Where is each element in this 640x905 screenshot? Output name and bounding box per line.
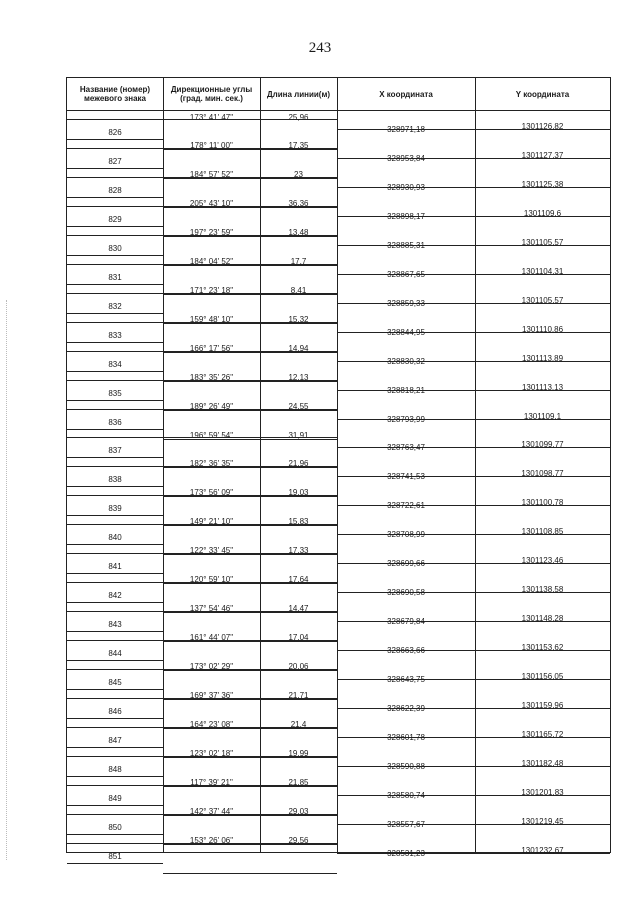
y-coordinate: 1301123,46 [521,556,564,566]
y-coordinate: 1301126,82 [521,122,564,131]
row-divider [163,786,337,787]
row-divider [67,351,163,352]
row-divider [67,206,163,207]
coordinates-table [66,77,611,861]
row-divider [67,582,163,583]
y-coordinate: 1301113,89 [521,353,564,363]
row-divider [163,322,337,323]
row-divider [163,785,337,786]
row-divider [163,873,337,874]
y-coordinate: 1301109,1 [523,411,562,421]
mark-number: 836 [108,417,122,427]
line-length: 17,7 [290,256,307,266]
row-divider [67,457,163,458]
mark-number: 841 [108,562,122,572]
y-coordinate: 1301148,28 [521,614,564,624]
mark-number: 833 [108,330,122,340]
row-divider [67,553,163,554]
mark-number: 831 [108,272,122,282]
y-coordinate: 1301110,86 [521,324,564,334]
x-coordinate: 328690,58 [387,588,425,598]
row-divider [163,640,337,641]
row-divider [67,814,163,815]
row-divider [163,323,337,324]
direction-angle: 205° 43' 10" [189,198,234,208]
direction-angle: 169° 37' 36" [189,691,234,701]
direction-angle: 161° 44' 07" [189,633,234,643]
line-length: 17,35 [288,141,309,150]
row-divider [67,524,163,525]
row-divider [67,197,163,198]
line-length: 21,4 [290,720,307,729]
direction-angle: 120° 59' 10" [189,575,234,585]
row-divider [163,381,337,382]
mark-number: 835 [108,388,122,398]
row-divider [163,409,337,410]
line-length: 29,03 [288,806,309,816]
y-coordinate: 1301099,77 [521,440,564,450]
mark-number: 849 [108,793,122,803]
mark-number: 840 [108,533,122,543]
y-coordinate: 1301165,72 [521,729,564,739]
header-y: Y координата [515,89,570,99]
mark-number: 850 [108,822,122,832]
row-divider [163,439,337,440]
row-divider [67,371,163,372]
direction-angle: 189° 26' 49" [189,401,234,411]
line-length: 21,85 [288,777,309,787]
row-divider [163,844,337,845]
y-coordinate: 1301156,05 [521,672,564,682]
header-angle: Дирекционные углы (град. мин. сек.) [170,85,253,103]
direction-angle: 171° 23' 18" [189,285,234,295]
row-divider [163,177,337,178]
mark-number: 847 [108,735,122,745]
row-divider [67,409,163,410]
x-coordinate: 328741,53 [387,472,425,482]
row-divider [67,466,163,467]
direction-angle: 184° 04' 52" [189,256,234,266]
row-divider [163,814,337,815]
row-divider [163,148,337,149]
line-length: 15,83 [288,517,309,527]
row-divider [163,410,337,411]
x-coordinate: 328557,67 [387,819,425,829]
row-divider [163,293,337,294]
row-divider [163,149,337,150]
row-divider [67,322,163,323]
row-divider [67,264,163,265]
x-coordinate: 328971,18 [387,125,425,134]
direction-angle: 197° 23' 59" [189,227,234,237]
row-divider [67,284,163,285]
y-coordinate: 1301109,6 [523,208,562,218]
row-divider [163,583,337,584]
line-length: 20,06 [288,662,309,672]
mark-number: 851 [108,851,122,861]
page-number: 243 [308,40,332,56]
x-coordinate: 328722,61 [387,501,425,511]
direction-angle: 117° 39' 21" [190,777,233,787]
mark-number: 843 [108,620,122,630]
row-divider [163,178,337,179]
x-coordinate: 328793,99 [387,414,425,424]
direction-angle: 184° 57' 52" [189,169,234,179]
y-coordinate: 1301108,85 [521,527,564,537]
row-divider [67,718,163,719]
mark-number: 842 [108,591,122,601]
line-length: 19,99 [288,748,309,758]
header-x: X координата [379,89,433,99]
line-length: 24,55 [288,401,309,411]
row-divider [67,756,163,757]
row-divider [163,670,337,671]
line-length: 31,91 [288,430,309,440]
y-coordinate: 1301138,58 [521,585,564,595]
row-divider [163,641,337,642]
mark-number: 845 [108,678,122,688]
row-divider [163,727,337,728]
mark-number: 834 [108,359,122,369]
direction-angle: 166° 17' 56" [189,343,234,353]
line-length: 36,36 [288,198,309,208]
y-coordinate: 1301113,13 [521,382,564,392]
row-divider [163,669,337,670]
line-length: 19,03 [288,488,309,498]
row-divider [67,689,163,690]
row-divider [67,226,163,227]
row-divider [163,380,337,381]
y-coordinate: 1301104,31 [521,266,564,276]
mark-number: 846 [108,707,122,716]
row-divider [67,669,163,670]
row-divider [67,631,163,632]
direction-angle: 178° 11' 00" [190,141,233,150]
mark-number: 830 [108,243,122,253]
line-length: 14,47 [288,604,309,614]
row-divider [163,496,337,497]
row-divider [163,264,337,265]
y-coordinate: 1301219,45 [521,816,564,826]
x-coordinate: 328830,32 [387,356,425,366]
row-divider [67,495,163,496]
row-divider [163,495,337,496]
row-divider [163,728,337,729]
first-angle: 173° 41' 47" [189,113,234,122]
row-divider [163,699,337,700]
x-coordinate: 328699,66 [387,559,425,569]
line-length: 17,64 [288,575,309,585]
direction-angle: 182° 36' 35" [189,459,234,469]
row-divider [163,119,337,120]
first-length: 25,96 [288,113,309,122]
mark-number: 838 [108,475,122,485]
direction-angle: 164° 23' 08" [189,720,234,729]
row-divider [67,805,163,806]
direction-angle: 123° 02' 18" [189,748,234,758]
x-coordinate: 328763,47 [387,443,425,453]
direction-angle: 149° 21' 10" [189,517,234,527]
row-divider [67,177,163,178]
x-coordinate: 328898,17 [387,211,425,221]
row-divider [163,265,337,266]
mark-number: 848 [108,764,122,774]
line-length: 8,41 [290,285,307,295]
y-coordinate: 1301127,37 [521,150,564,160]
x-coordinate: 328930,93 [387,182,425,192]
row-divider [67,119,163,120]
direction-angle: 137° 54' 46" [189,604,234,614]
row-divider [163,207,337,208]
x-coordinate: 328643,75 [387,675,425,685]
row-divider [67,148,163,149]
row-divider [67,293,163,294]
mark-number: 844 [108,649,122,659]
row-divider [67,313,163,314]
x-coordinate: 328590,88 [387,761,425,771]
y-coordinate: 1301098,77 [521,469,564,479]
row-divider [163,352,337,353]
x-coordinate: 328867,65 [387,269,425,279]
mark-number: 837 [108,446,122,456]
row-divider [67,602,163,603]
row-divider [163,757,337,758]
row-divider [163,843,337,844]
row-divider [163,294,337,295]
row-divider [163,525,337,526]
x-coordinate: 328818,21 [387,385,425,395]
row-divider [67,515,163,516]
x-coordinate: 328953,84 [387,153,425,163]
row-divider [67,429,163,430]
row-divider [163,236,337,237]
x-coordinate: 328679,84 [387,617,425,627]
direction-angle: 122° 33' 45" [189,546,234,556]
y-coordinate: 1301159,96 [521,701,564,710]
row-divider [163,612,337,613]
row-divider [67,255,163,256]
y-coordinate: 1301182,48 [521,758,564,768]
mark-number: 829 [108,214,122,224]
row-divider [67,342,163,343]
y-coordinate: 1301201,83 [521,787,564,797]
header-length: Длина линии(м) [266,89,331,99]
row-divider [67,776,163,777]
row-divider [163,698,337,699]
row-divider [67,747,163,748]
scan-edge-mark [6,300,8,860]
direction-angle: 173° 56' 09" [189,488,234,498]
mark-number: 826 [108,128,122,137]
row-divider [163,437,337,438]
y-coordinate: 1301125,38 [521,179,564,189]
row-divider [67,168,163,169]
row-divider [67,573,163,574]
row-divider [163,582,337,583]
line-length: 21,71 [288,691,309,701]
row-divider [67,139,163,140]
row-divider [67,660,163,661]
x-coordinate: 328844,95 [387,327,425,337]
row-divider [67,380,163,381]
row-divider [163,467,337,468]
line-length: 17,33 [288,546,309,556]
x-coordinate: 328663,66 [387,646,425,656]
row-divider [67,437,163,438]
x-coordinate: 328708,99 [387,530,425,540]
line-length: 29,56 [288,835,309,845]
row-divider [67,843,163,844]
row-divider [163,611,337,612]
y-coordinate: 1301232,67 [521,845,564,855]
y-coordinate: 1301105,57 [521,237,564,247]
row-divider [67,863,163,864]
y-coordinate: 1301100,78 [521,498,564,508]
row-divider [67,400,163,401]
line-length: 13,48 [288,227,309,237]
direction-angle: 159° 48' 10" [189,314,234,324]
direction-angle: 196° 59' 54" [189,430,234,440]
x-coordinate: 328885,31 [387,240,425,250]
direction-angle: 142° 37' 44" [189,806,234,816]
row-divider [67,834,163,835]
x-coordinate: 328580,74 [387,790,425,800]
mark-number: 827 [108,156,122,166]
row-divider [163,756,337,757]
line-length: 15,32 [288,314,309,324]
row-divider [163,524,337,525]
header-divider [67,110,610,111]
row-divider [67,544,163,545]
row-divider [163,206,337,207]
mark-number: 839 [108,504,122,514]
mark-number: 828 [108,185,122,195]
x-coordinate: 328859,33 [387,298,425,308]
x-coordinate: 328622,39 [387,704,425,713]
line-length: 12,13 [288,372,309,382]
row-divider [67,698,163,699]
row-divider [163,815,337,816]
row-divider [163,554,337,555]
row-divider [67,640,163,641]
row-divider [67,235,163,236]
row-divider [67,785,163,786]
y-coordinate: 1301105,57 [521,295,564,305]
line-length: 21,96 [288,459,309,469]
row-divider [163,351,337,352]
x-coordinate: 328601,78 [387,732,425,742]
direction-angle: 173° 02' 29" [189,662,234,672]
direction-angle: 153° 26' 06" [189,835,234,845]
direction-angle: 183° 35' 26" [189,372,234,382]
line-length: 17,04 [288,633,309,643]
row-divider [163,553,337,554]
mark-number: 832 [108,301,122,311]
y-coordinate: 1301153,62 [521,643,564,653]
row-divider [67,486,163,487]
header-mark: Название (номер) межевого знака [79,85,151,103]
row-divider [163,466,337,467]
line-length: 23 [294,169,303,179]
x-coordinate: 328531,23 [387,848,425,858]
row-divider [67,727,163,728]
row-divider [67,611,163,612]
row-divider [163,235,337,236]
line-length: 14,94 [288,343,309,353]
